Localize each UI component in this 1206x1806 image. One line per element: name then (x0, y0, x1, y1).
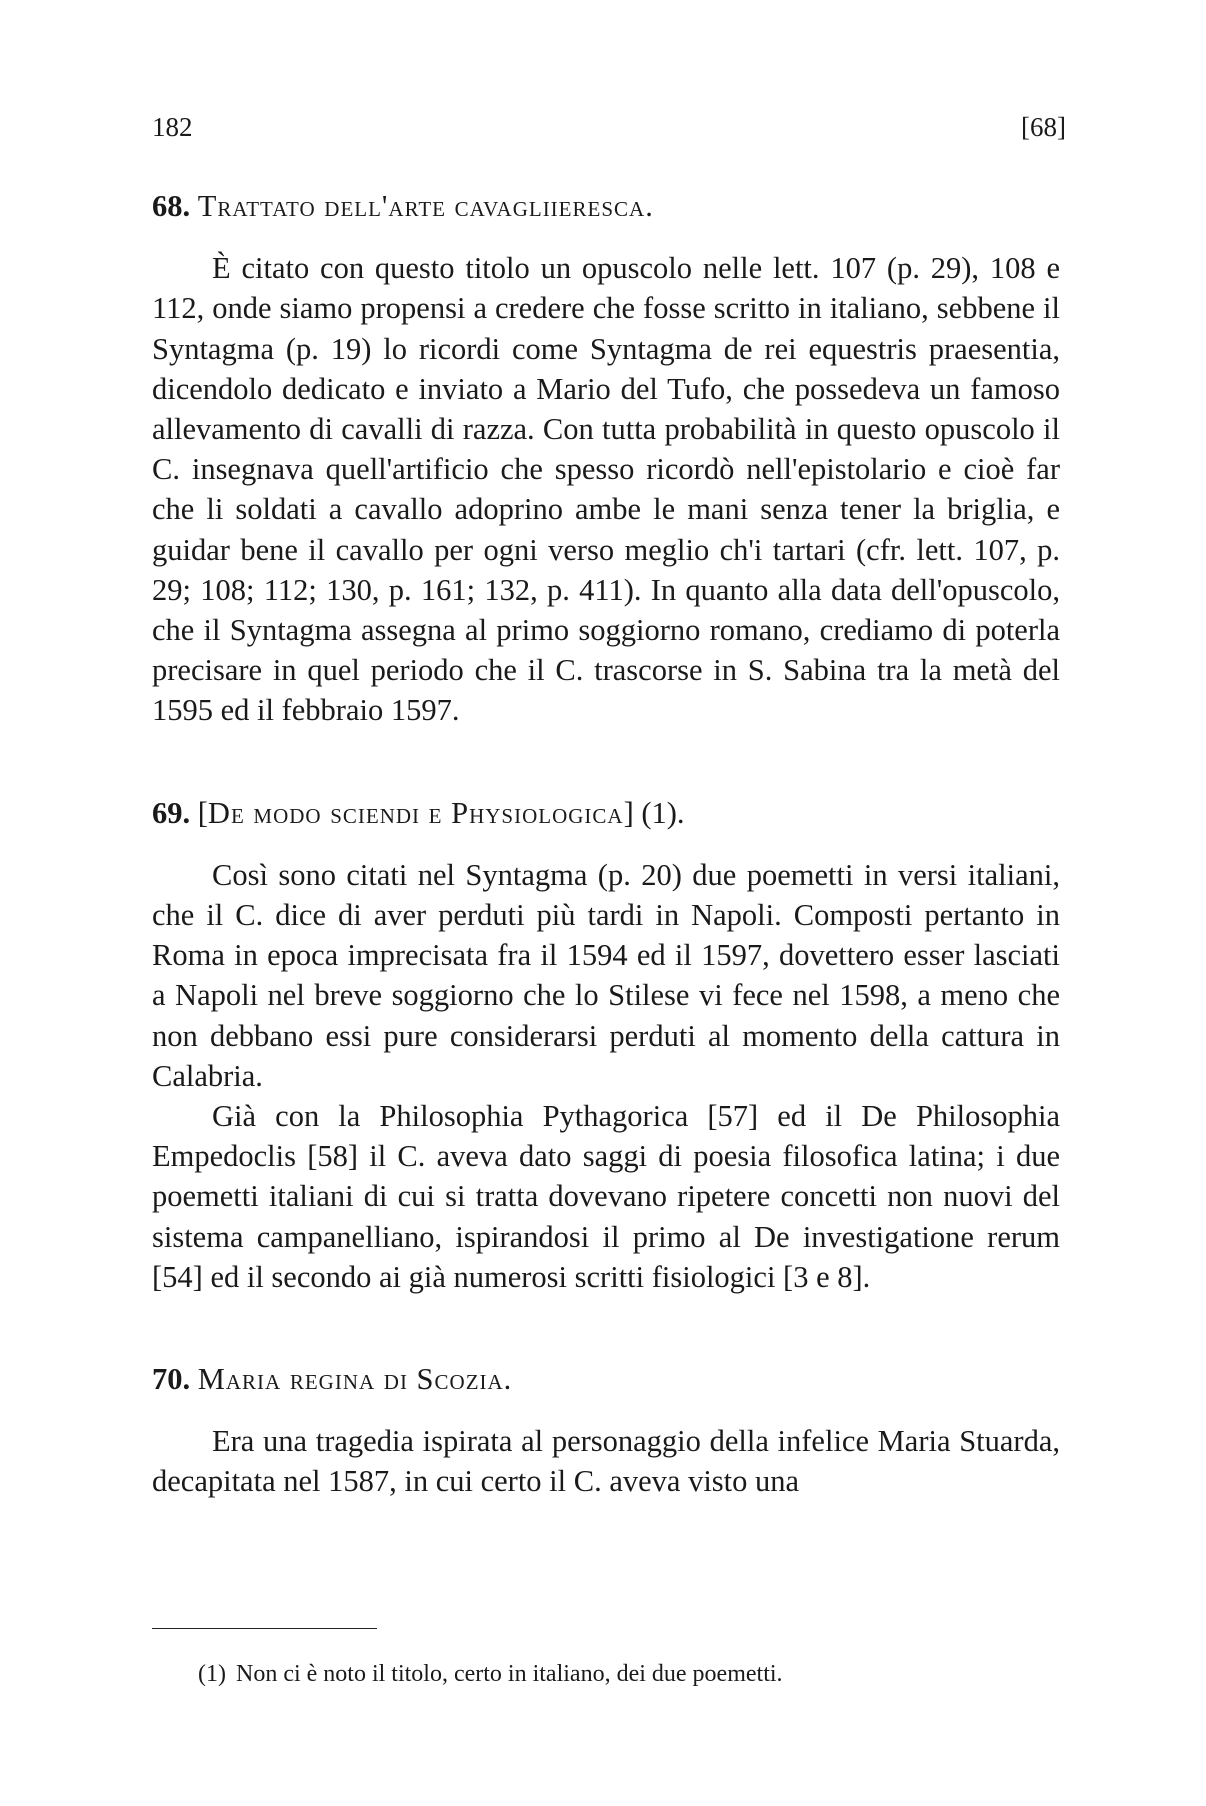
entry-title: Trattato dell'arte cavagliieresca. (197, 189, 654, 223)
body-text (152, 186, 1060, 1502)
entry-68-paragraph-1: È citato con questo titolo un opuscolo nelle lett. 107 (p. 29), 108 e 112, onde siamo propensi a credere che fosse scritto in italiano, sebbene il Syntagma (p. 19) lo ricordi come Syntagma de rei equestris praesentia, dicendolo dedicato e inviato a Mario del Tufo, che possedeva un famoso allevamento di cavalli di razza. Con tutta probabilità in questo opuscolo il C. insegnava quell'artificio che spesso ricordò nell'epistolario e cioè far che li soldati a cavallo adoprino ambe le mani senza tener la briglia, e guidar bene il cavallo per ogni verso meglio ch'i tartari (cfr. lett. 107, p. 29; 108; 112; 130, p. 161; 132, p. 411). In quanto alla data dell'opuscolo, che il Syntagma assegna al primo soggiorno romano, crediamo di poterla precisare in quel periodo che il C. trascorse in S. Sabina tra la metà del 1595 ed il febbraio 1597. (152, 251, 1060, 728)
entry-title-post: ] (1). (623, 795, 685, 830)
entry-heading-70 (152, 1359, 1060, 1399)
entry-69-paragraph-1: Così sono citati nel Syntagma (p. 20) due poemetti in versi italiani, che il C. dice di aver perduti più tardi in Napoli. Composti pertanto in Roma in epoca imprecisata fra il 1594 ed il 1597, dovettero esser lasciati a Napoli nel breve soggiorno che lo Stilese vi fece nel 1598, a meno che non debbano essi pure considerarsi perduti al momento della cattura in Calabria. (152, 857, 1060, 1093)
section-marker: [68] (1021, 112, 1066, 142)
entry-title: Maria regina di Scozia. (197, 1362, 513, 1397)
entry-69-paragraph-2: Già con la Philosophia Pythagorica [57] ed il De Philosophia Empedoclis [58] il C. aveva dato saggi di poesia filosofica latina; i due poemetti italiani di cui si tratta dovevano ripetere concetti non nuovi del sistema campanelliano, ispirandosi il primo al De investigatione rerum [54] ed il secondo ai già numerosi scritti fisiologici [3 e 8]. (152, 1099, 1060, 1294)
running-head (152, 112, 1066, 152)
entry-70-paragraph-1: Era una tragedia ispirata al personaggio della infelice Maria Stuarda, decapitata nel 1587, in cui certo il C. aveva visto una (152, 1424, 1060, 1499)
footnote-rule (152, 1628, 377, 1629)
entry-title: De modo sciendi e Physiologica (207, 795, 624, 830)
footnote-mark: (1) (198, 1661, 226, 1687)
page-number: 182 (152, 112, 193, 142)
entry-heading-69 (152, 793, 1060, 833)
entry-number: 69. (152, 795, 191, 830)
entry-number: 70. (152, 1362, 191, 1397)
entry-heading-68 (152, 186, 1060, 226)
footnote (198, 1658, 1058, 1690)
footnote-text: Non ci è noto il titolo, certo in italiano, dei due poemetti. (235, 1661, 783, 1687)
entry-number: 68. (152, 189, 191, 223)
entry-title-pre: [ (197, 795, 208, 830)
